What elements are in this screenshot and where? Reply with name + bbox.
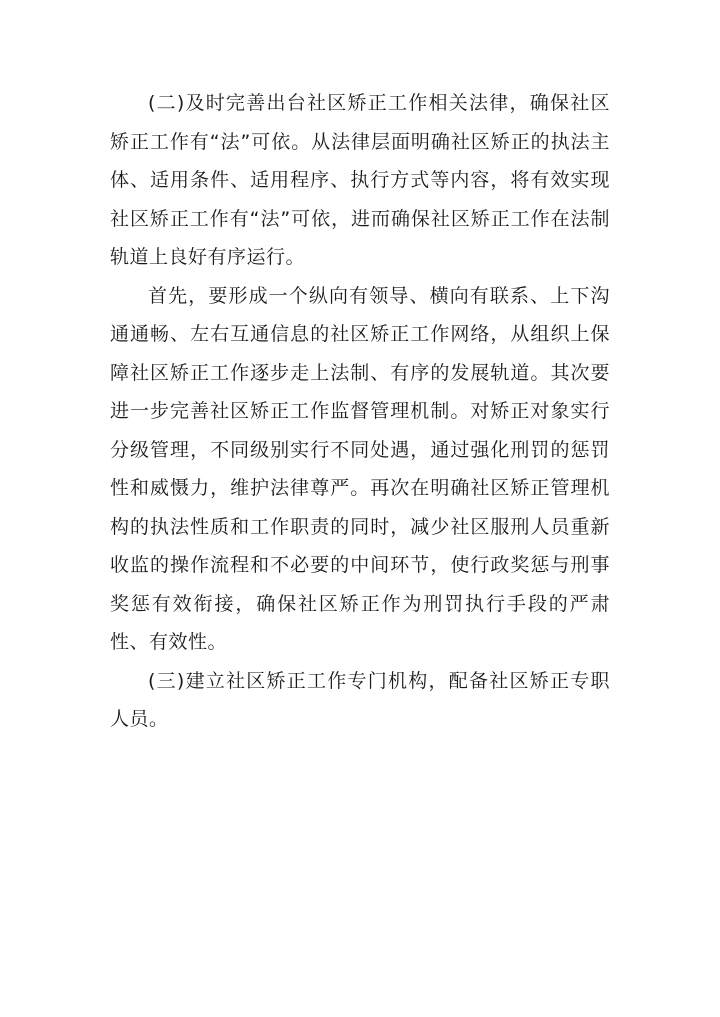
- paragraph-legal-framework: (二)及时完善出台社区矫正工作相关法律，确保社区矫正工作有“法”可依。从法律层面明确社区矫正的执法主体、适用条件、适用程序、执行方式等内容，将有效实现社区矫正工作有“法”可依，进而确保社区矫正工作在法制轨道上良好有序运行。: [110, 92, 610, 268]
- paragraph-supervision-mechanism: 首先，要形成一个纵向有领导、横向有联系、上下沟通通畅、左右互通信息的社区矫正工作网络，从组织上保障社区矫正工作逐步走上法制、有序的发展轨道。其次要进一步完善社区矫正工作监督管理机制。对矫正对象实行分级管理，不同级别实行不同处遇，通过强化刑罚的惩罚性和威慑力，维护法律尊严。再次在明确社区矫正管理机构的执法性质和工作职责的同时，减少社区服刑人员重新收监的操作流程和不必要的中间环节，使行政奖惩与刑事奖惩有效衔接，确保社区矫正作为刑罚执行手段的严肃性、有效性。: [110, 284, 610, 653]
- document-page: [110, 84, 610, 739]
- paragraph-dedicated-institution: (三)建立社区矫正工作专门机构，配备社区矫正专职人员。: [110, 669, 610, 730]
